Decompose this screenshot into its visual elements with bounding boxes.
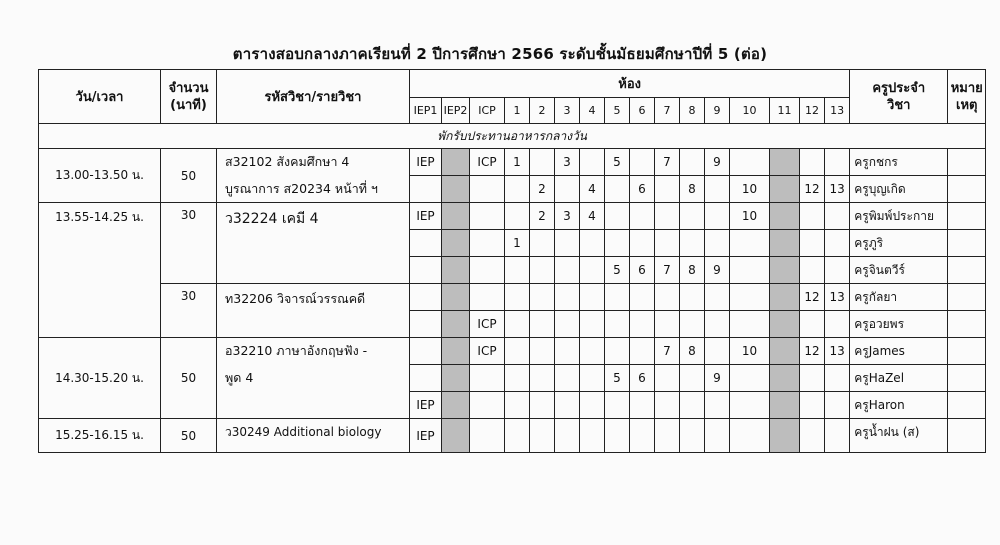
room-cell bbox=[825, 419, 850, 453]
room-cell bbox=[555, 311, 580, 338]
room-cell bbox=[530, 365, 555, 392]
room-cell: 10 bbox=[730, 203, 770, 230]
room-cell bbox=[505, 284, 530, 311]
room-cell bbox=[580, 149, 605, 176]
room-cell bbox=[730, 419, 770, 453]
room-header: 7 bbox=[655, 98, 680, 124]
remark-cell bbox=[948, 176, 986, 203]
room-cell bbox=[530, 257, 555, 284]
remark-cell bbox=[948, 257, 986, 284]
teacher-cell: ครูอวยพร bbox=[850, 311, 948, 338]
room-cell-blocked bbox=[770, 257, 800, 284]
room-cell bbox=[800, 257, 825, 284]
room-cell bbox=[825, 149, 850, 176]
room-header: 9 bbox=[705, 98, 730, 124]
room-cell bbox=[470, 392, 505, 419]
room-cell: IEP bbox=[410, 149, 442, 176]
table-row bbox=[39, 284, 986, 311]
time-cell: 14.30-15.20 น. bbox=[39, 338, 161, 419]
header-teacher-line2: วิชา bbox=[887, 97, 911, 113]
room-cell bbox=[630, 203, 655, 230]
room-cell-blocked bbox=[770, 419, 800, 453]
room-cell bbox=[630, 338, 655, 365]
room-cell bbox=[825, 203, 850, 230]
room-cell bbox=[825, 257, 850, 284]
remark-cell bbox=[948, 149, 986, 176]
room-header: 6 bbox=[630, 98, 655, 124]
room-cell bbox=[555, 338, 580, 365]
room-cell-blocked bbox=[442, 392, 470, 419]
header-subject: รหัสวิชา/รายวิชา bbox=[217, 70, 410, 124]
room-cell bbox=[505, 311, 530, 338]
room-cell bbox=[605, 311, 630, 338]
room-cell bbox=[580, 230, 605, 257]
room-cell-blocked bbox=[442, 149, 470, 176]
room-cell bbox=[705, 338, 730, 365]
room-cell bbox=[730, 284, 770, 311]
time-cell: 15.25-16.15 น. bbox=[39, 419, 161, 453]
room-cell: 5 bbox=[605, 365, 630, 392]
room-cell bbox=[605, 284, 630, 311]
room-cell bbox=[655, 365, 680, 392]
table-row bbox=[39, 419, 986, 453]
room-cell bbox=[505, 365, 530, 392]
page-title: ตารางสอบกลางภาคเรียนที่ 2 ปีการศึกษา 2566 ระดับชั้นมัธยมศึกษาปีที่ 5 (ต่อ) bbox=[232, 45, 768, 63]
room-cell: ICP bbox=[470, 149, 505, 176]
room-cell bbox=[505, 338, 530, 365]
remark-cell bbox=[948, 203, 986, 230]
room-cell bbox=[410, 257, 442, 284]
room-cell: ICP bbox=[470, 311, 505, 338]
room-cell bbox=[655, 311, 680, 338]
room-cell bbox=[680, 419, 705, 453]
room-cell bbox=[680, 392, 705, 419]
header-day-time: วัน/เวลา bbox=[39, 70, 161, 124]
room-cell bbox=[800, 311, 825, 338]
room-cell bbox=[655, 419, 680, 453]
room-header: 4 bbox=[580, 98, 605, 124]
room-cell bbox=[530, 149, 555, 176]
room-cell bbox=[410, 176, 442, 203]
room-cell bbox=[580, 365, 605, 392]
remark-cell bbox=[948, 311, 986, 338]
room-cell bbox=[680, 149, 705, 176]
header-room: ห้อง bbox=[410, 70, 850, 98]
room-cell: 6 bbox=[630, 257, 655, 284]
room-cell bbox=[655, 203, 680, 230]
remark-cell bbox=[948, 365, 986, 392]
room-header: ICP bbox=[470, 98, 505, 124]
remark-cell bbox=[948, 419, 986, 453]
room-cell-blocked bbox=[770, 149, 800, 176]
room-cell bbox=[605, 203, 630, 230]
room-cell bbox=[580, 338, 605, 365]
room-header: 1 bbox=[505, 98, 530, 124]
room-cell: 13 bbox=[825, 284, 850, 311]
remark-cell bbox=[948, 338, 986, 365]
room-cell bbox=[630, 149, 655, 176]
room-cell bbox=[555, 419, 580, 453]
room-cell bbox=[505, 392, 530, 419]
room-cell bbox=[470, 257, 505, 284]
header-minutes-line1: จำนวน bbox=[168, 80, 209, 96]
room-header: 10 bbox=[730, 98, 770, 124]
subject-cell: ว32224 เคมี 4 bbox=[217, 203, 410, 284]
room-cell bbox=[530, 311, 555, 338]
header-teacher bbox=[850, 70, 948, 124]
room-cell bbox=[655, 392, 680, 419]
header-minutes bbox=[161, 70, 217, 124]
room-cell bbox=[530, 338, 555, 365]
room-cell: IEP bbox=[410, 419, 442, 453]
room-cell-blocked bbox=[442, 176, 470, 203]
room-cell bbox=[825, 311, 850, 338]
room-cell bbox=[655, 176, 680, 203]
room-cell bbox=[555, 230, 580, 257]
room-cell bbox=[410, 230, 442, 257]
teacher-cell: ครูJames bbox=[850, 338, 948, 365]
room-cell: 13 bbox=[825, 338, 850, 365]
room-cell bbox=[470, 365, 505, 392]
room-cell bbox=[825, 365, 850, 392]
room-cell-blocked bbox=[442, 365, 470, 392]
room-cell: 10 bbox=[730, 176, 770, 203]
room-cell: ICP bbox=[470, 338, 505, 365]
remark-cell bbox=[948, 230, 986, 257]
room-cell-blocked bbox=[770, 176, 800, 203]
minutes-cell: 50 bbox=[161, 338, 217, 419]
room-cell bbox=[730, 230, 770, 257]
room-header: 8 bbox=[680, 98, 705, 124]
room-header: 5 bbox=[605, 98, 630, 124]
table-row bbox=[39, 338, 986, 365]
room-cell-blocked bbox=[770, 230, 800, 257]
time-cell: 13.00-13.50 น. bbox=[39, 149, 161, 203]
room-cell bbox=[800, 365, 825, 392]
room-cell: IEP bbox=[410, 392, 442, 419]
remark-cell bbox=[948, 284, 986, 311]
room-cell bbox=[580, 257, 605, 284]
room-cell: 8 bbox=[680, 338, 705, 365]
room-cell bbox=[730, 149, 770, 176]
time-cell: 13.55-14.25 น. bbox=[39, 203, 161, 338]
room-cell: 3 bbox=[555, 149, 580, 176]
room-cell bbox=[505, 419, 530, 453]
room-cell bbox=[800, 392, 825, 419]
room-cell bbox=[630, 311, 655, 338]
teacher-cell: ครูน้ำฝน (ส) bbox=[850, 419, 948, 453]
room-cell bbox=[705, 230, 730, 257]
room-cell: 12 bbox=[800, 338, 825, 365]
room-cell-blocked bbox=[770, 338, 800, 365]
room-cell bbox=[730, 311, 770, 338]
table-row bbox=[39, 203, 986, 230]
teacher-cell: ครูHaron bbox=[850, 392, 948, 419]
room-cell bbox=[555, 176, 580, 203]
header-minutes-line2: (นาที) bbox=[170, 97, 207, 113]
room-cell: 3 bbox=[555, 203, 580, 230]
room-cell: 9 bbox=[705, 149, 730, 176]
room-header: 12 bbox=[800, 98, 825, 124]
room-cell: 4 bbox=[580, 176, 605, 203]
room-cell: 7 bbox=[655, 149, 680, 176]
room-header: 13 bbox=[825, 98, 850, 124]
room-cell: 7 bbox=[655, 338, 680, 365]
room-cell bbox=[730, 257, 770, 284]
room-cell: 2 bbox=[530, 203, 555, 230]
room-cell: 10 bbox=[730, 338, 770, 365]
room-cell-blocked bbox=[442, 311, 470, 338]
room-cell: 6 bbox=[630, 176, 655, 203]
lunch-row bbox=[39, 124, 986, 149]
room-cell bbox=[705, 176, 730, 203]
header-remark-line2: เหตุ bbox=[956, 97, 978, 113]
subject-cell bbox=[217, 392, 410, 419]
room-cell bbox=[555, 257, 580, 284]
room-header: 2 bbox=[530, 98, 555, 124]
room-cell: 8 bbox=[680, 176, 705, 203]
room-cell bbox=[555, 284, 580, 311]
room-cell bbox=[825, 392, 850, 419]
room-cell bbox=[680, 203, 705, 230]
room-cell bbox=[410, 311, 442, 338]
room-cell bbox=[630, 284, 655, 311]
room-cell bbox=[530, 284, 555, 311]
room-header: IEP1 bbox=[410, 98, 442, 124]
lunch-break-label: พักรับประทานอาหารกลางวัน bbox=[39, 124, 986, 149]
room-cell: 5 bbox=[605, 149, 630, 176]
room-cell bbox=[410, 284, 442, 311]
room-cell bbox=[605, 419, 630, 453]
room-cell: 1 bbox=[505, 149, 530, 176]
minutes-cell: 50 bbox=[161, 419, 217, 453]
minutes-cell: 30 bbox=[161, 284, 217, 338]
room-cell bbox=[730, 365, 770, 392]
room-cell: 9 bbox=[705, 365, 730, 392]
room-cell bbox=[410, 338, 442, 365]
room-cell bbox=[680, 230, 705, 257]
teacher-cell: ครูจินตวีร์ bbox=[850, 257, 948, 284]
header-remark-line1: หมาย bbox=[950, 80, 983, 96]
room-cell bbox=[530, 392, 555, 419]
room-cell bbox=[705, 284, 730, 311]
room-cell: 2 bbox=[530, 176, 555, 203]
header-remark bbox=[948, 70, 986, 124]
room-cell: 12 bbox=[800, 284, 825, 311]
minutes-cell: 30 bbox=[161, 203, 217, 284]
room-cell bbox=[630, 419, 655, 453]
room-cell bbox=[530, 230, 555, 257]
remark-cell bbox=[948, 392, 986, 419]
room-cell bbox=[505, 203, 530, 230]
room-cell: IEP bbox=[410, 203, 442, 230]
room-cell bbox=[605, 230, 630, 257]
room-cell bbox=[505, 257, 530, 284]
subject-cell: ว30249 Additional biology bbox=[217, 419, 410, 453]
header-row bbox=[39, 70, 986, 98]
room-cell bbox=[410, 365, 442, 392]
room-cell bbox=[730, 392, 770, 419]
room-header: 3 bbox=[555, 98, 580, 124]
room-cell bbox=[680, 284, 705, 311]
room-cell: 13 bbox=[825, 176, 850, 203]
room-cell-blocked bbox=[442, 230, 470, 257]
room-cell bbox=[555, 392, 580, 419]
room-cell bbox=[580, 392, 605, 419]
room-cell bbox=[605, 338, 630, 365]
room-cell bbox=[800, 230, 825, 257]
exam-schedule-table bbox=[38, 69, 986, 453]
room-cell bbox=[705, 203, 730, 230]
room-cell: 12 bbox=[800, 176, 825, 203]
table-row bbox=[39, 149, 986, 176]
room-cell bbox=[800, 419, 825, 453]
teacher-cell: ครูกชกร bbox=[850, 149, 948, 176]
room-cell bbox=[470, 203, 505, 230]
subject-cell: ส32102 สังคมศึกษา 4 bbox=[217, 149, 410, 176]
room-cell bbox=[470, 419, 505, 453]
room-cell bbox=[825, 230, 850, 257]
room-cell bbox=[605, 392, 630, 419]
subject-cell: อ32210 ภาษาอังกฤษฟัง - bbox=[217, 338, 410, 365]
room-cell bbox=[555, 365, 580, 392]
room-cell-blocked bbox=[770, 311, 800, 338]
room-cell bbox=[655, 230, 680, 257]
teacher-cell: ครูภูริ bbox=[850, 230, 948, 257]
room-cell bbox=[800, 203, 825, 230]
teacher-cell: ครูบุญเกิด bbox=[850, 176, 948, 203]
room-cell: 6 bbox=[630, 365, 655, 392]
room-cell-blocked bbox=[442, 338, 470, 365]
room-cell bbox=[530, 419, 555, 453]
room-cell: 1 bbox=[505, 230, 530, 257]
room-cell bbox=[680, 365, 705, 392]
room-header: IEP2 bbox=[442, 98, 470, 124]
header-teacher-line1: ครูประจำ bbox=[872, 80, 926, 96]
room-cell bbox=[680, 311, 705, 338]
room-cell: 8 bbox=[680, 257, 705, 284]
room-cell: 9 bbox=[705, 257, 730, 284]
subject-cell: ท32206 วิจารณ์วรรณคดี bbox=[217, 284, 410, 338]
room-cell-blocked bbox=[442, 257, 470, 284]
teacher-cell: ครูHaZel bbox=[850, 365, 948, 392]
room-cell bbox=[630, 230, 655, 257]
teacher-cell: ครูกัลยา bbox=[850, 284, 948, 311]
room-cell-blocked bbox=[442, 203, 470, 230]
room-cell bbox=[470, 176, 505, 203]
room-cell-blocked bbox=[442, 419, 470, 453]
subject-cell: พูด 4 bbox=[217, 365, 410, 392]
room-cell bbox=[705, 419, 730, 453]
room-cell bbox=[800, 149, 825, 176]
room-cell bbox=[630, 392, 655, 419]
room-cell bbox=[505, 176, 530, 203]
room-cell bbox=[580, 311, 605, 338]
room-cell-blocked bbox=[442, 284, 470, 311]
room-cell: 7 bbox=[655, 257, 680, 284]
room-cell: 4 bbox=[580, 203, 605, 230]
room-cell bbox=[605, 176, 630, 203]
minutes-cell: 50 bbox=[161, 149, 217, 203]
room-cell-blocked bbox=[770, 365, 800, 392]
room-cell-blocked bbox=[770, 284, 800, 311]
room-cell bbox=[655, 284, 680, 311]
subject-cell: บูรณาการ ส20234 หน้าที่ ฯ bbox=[217, 176, 410, 203]
room-cell bbox=[705, 392, 730, 419]
teacher-cell: ครูพิมพ์ประกาย bbox=[850, 203, 948, 230]
room-cell bbox=[470, 230, 505, 257]
room-cell-blocked bbox=[770, 203, 800, 230]
room-header: 11 bbox=[770, 98, 800, 124]
room-cell-blocked bbox=[770, 392, 800, 419]
room-cell: 5 bbox=[605, 257, 630, 284]
room-cell bbox=[580, 284, 605, 311]
room-cell bbox=[705, 311, 730, 338]
room-cell bbox=[580, 419, 605, 453]
room-cell bbox=[470, 284, 505, 311]
